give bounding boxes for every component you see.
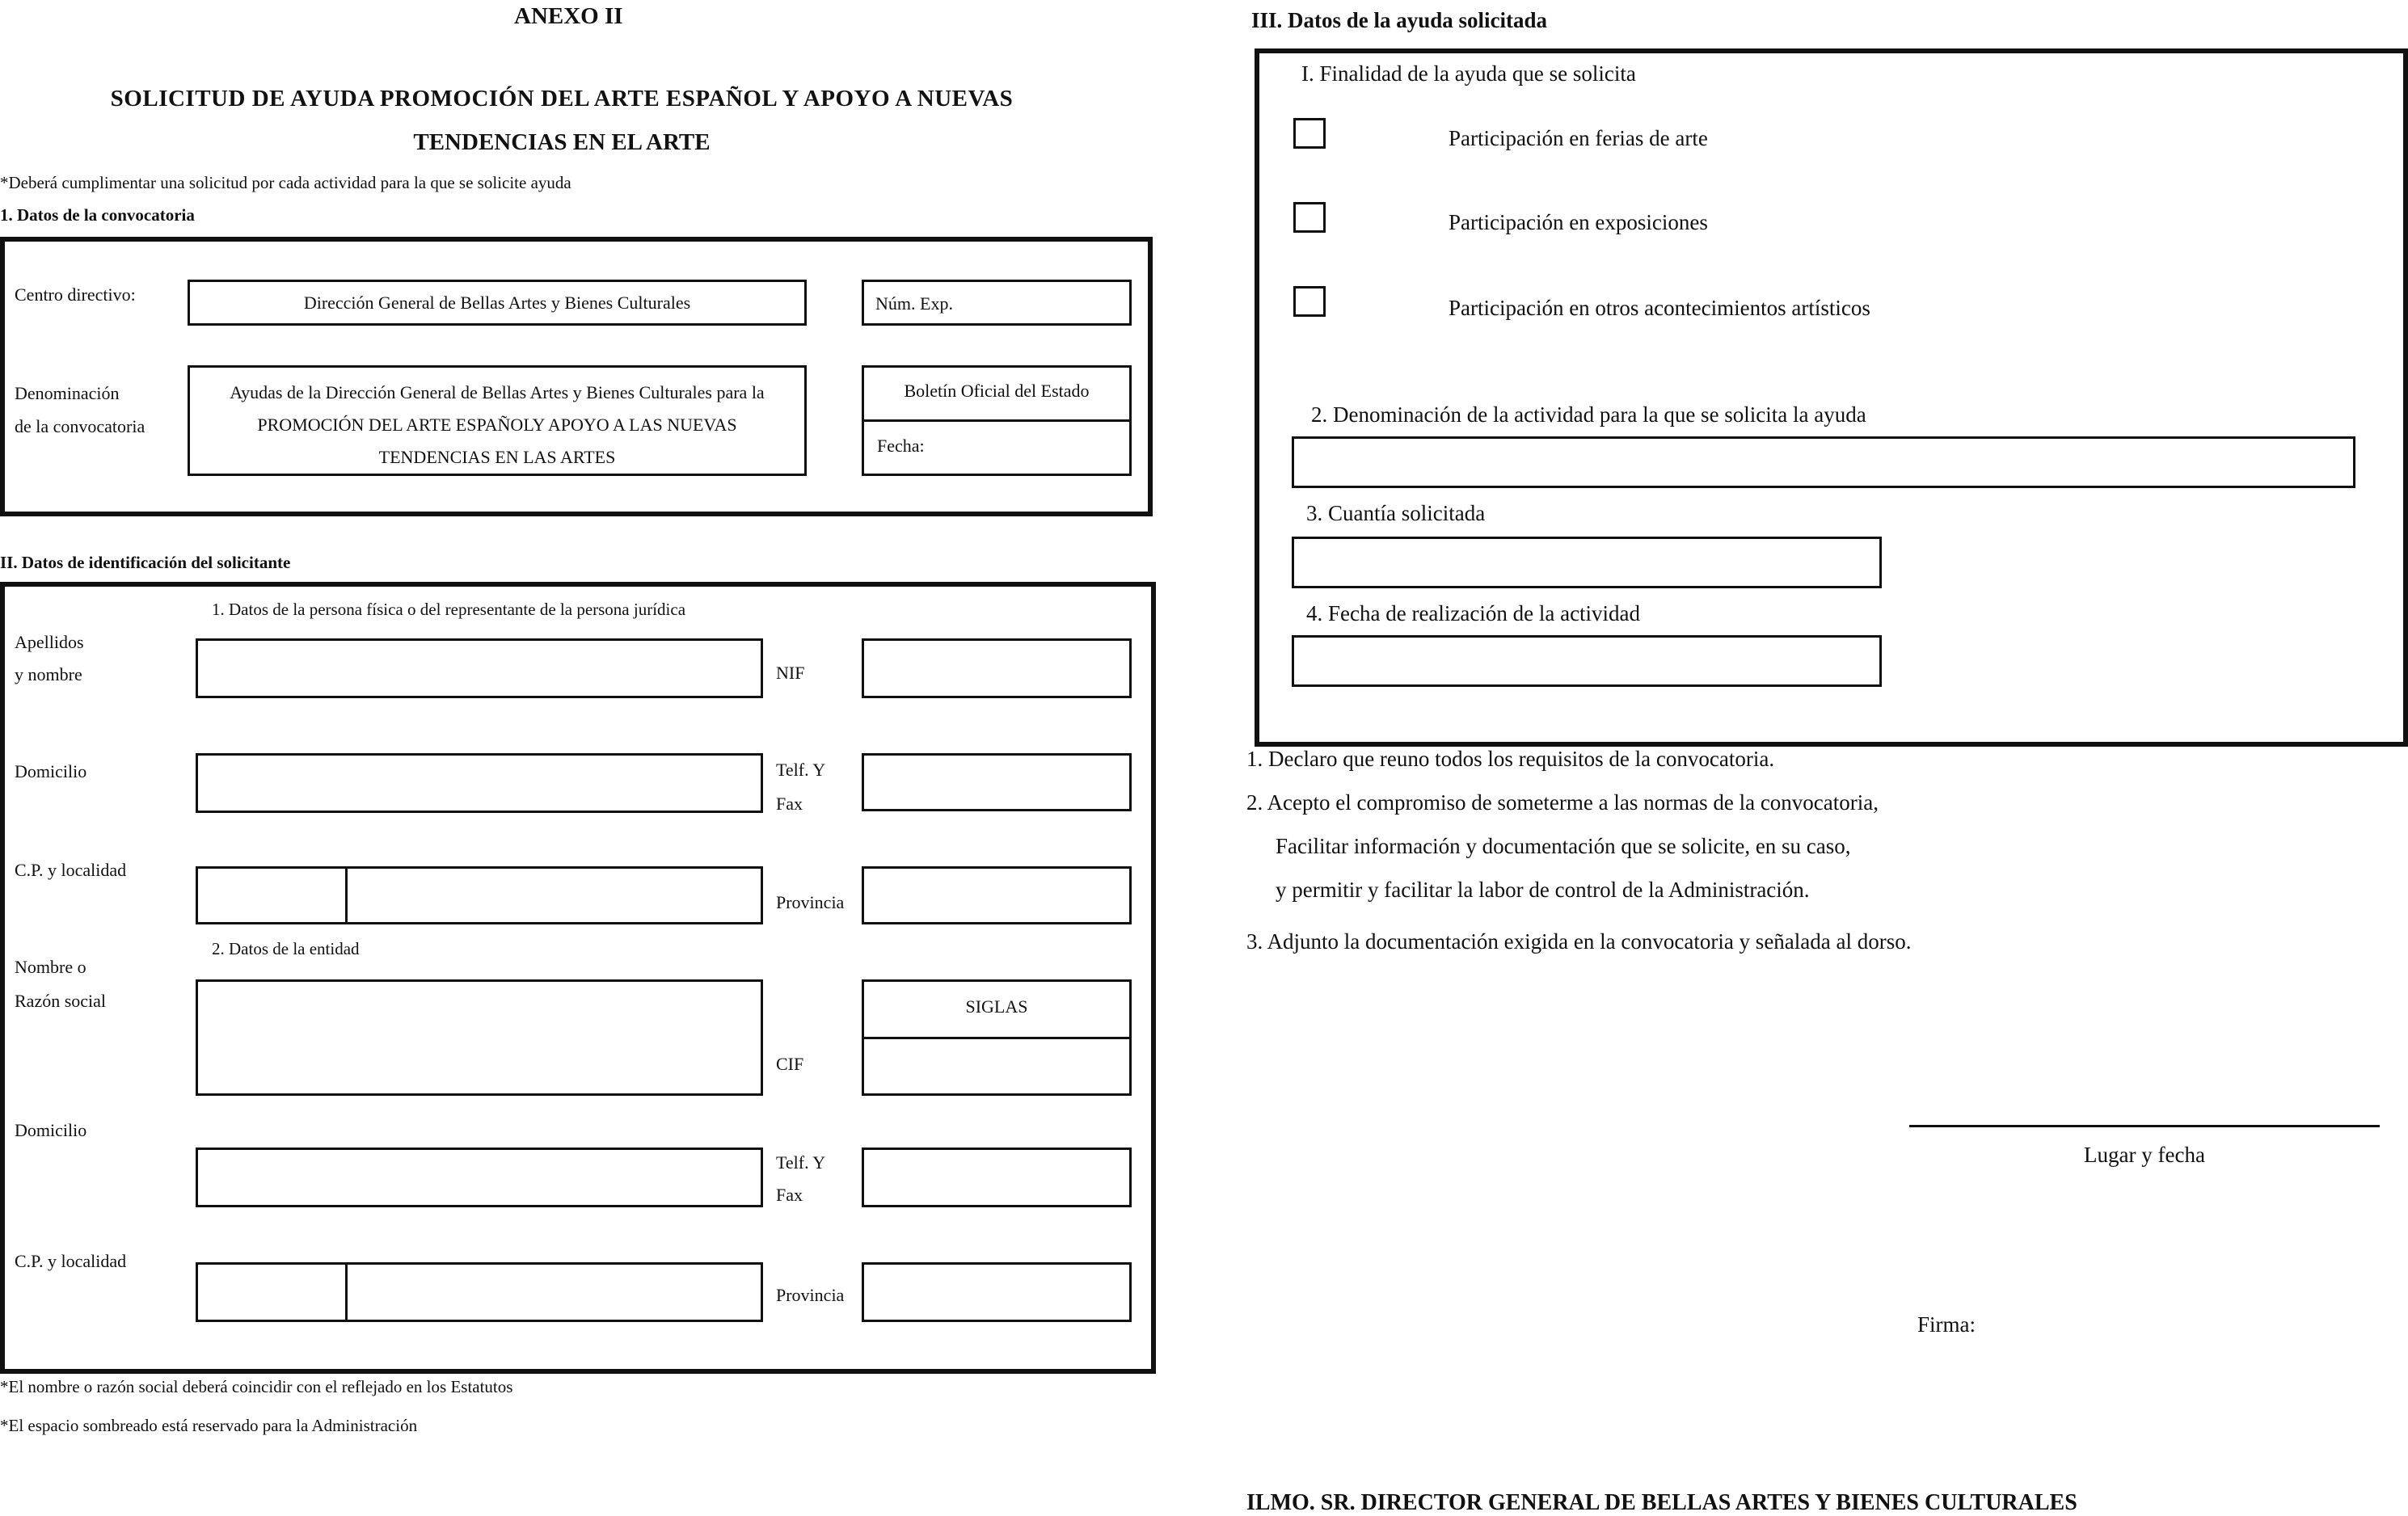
footnote-1: *El nombre o razón social deberá coincidir con el reflejado en los Estatutos [0,1377,513,1396]
razon-label-1: Nombre o [15,957,86,977]
denominacion-label-2: de la convocatoria [15,416,145,436]
centro-value: Dirección General de Bellas Artes y Bienes Culturales [303,293,691,313]
opt-exposiciones-label: Participación en exposiciones [1449,210,1708,234]
section1-heading: 1. Datos de la convocatoria [0,205,195,225]
domicilio-label: Domicilio [15,761,87,781]
declaration-1: 1. Declaro que reuno todos los requisitos de la convocatoria. [1246,747,1775,771]
denominacion-actividad-input[interactable] [1292,436,2355,488]
telf2-label: Telf. Y [776,1152,826,1173]
checkbox-exposiciones[interactable] [1293,202,1326,233]
domicilio-input[interactable] [196,753,763,813]
apellidos-input[interactable] [196,638,763,698]
cif-label: CIF [776,1054,804,1074]
boletin-label: Boletín Oficial del Estado [904,381,1090,401]
siglas-divider [864,1037,1129,1039]
fax-label: Fax [776,794,803,814]
addressee: ILMO. SR. DIRECTOR GENERAL DE BELLAS ARTES Y BIENES CULTURALES [1246,1490,2077,1515]
denominacion-label-1: Denominación [15,383,120,403]
telf-label: Telf. Y [776,760,826,780]
domicilio2-input[interactable] [196,1148,763,1207]
num-exp-field [862,280,1132,326]
centro-field[interactable] [188,280,807,326]
apellidos-label-1: Apellidos [15,632,84,652]
opt-ferias-label: Participación en ferias de arte [1449,126,1708,150]
lugar-fecha-line[interactable] [1909,1125,2380,1127]
provincia2-input[interactable] [862,1262,1132,1322]
boletin-divider [864,419,1129,422]
centro-label: Centro directivo: [15,284,136,305]
domicilio2-label: Domicilio [15,1120,87,1140]
telf2-fax2-input[interactable] [862,1148,1132,1207]
denominacion-value-3: TENDENCIAS EN LAS ARTES [378,447,616,467]
denominacion-value-1: Ayudas de la Dirección General de Bellas Artes y Bienes Culturales para la [230,382,765,402]
annex-title: ANEXO II [514,3,623,29]
declaration-2b: Facilitar información y documentación que se solicite, en su caso, [1276,834,1851,858]
localidad-input[interactable] [345,866,763,924]
nif-label: NIF [776,663,805,683]
q3-label: 3. Cuantía solicitada [1306,501,1486,525]
cp-input[interactable] [196,866,348,924]
instruction-note: *Deberá cumplimentar una solicitud por cada actividad para la que se solicite ayuda [0,173,571,192]
q4-label: 4. Fecha de realización de la actividad [1306,601,1641,625]
provincia-input[interactable] [862,866,1132,924]
denominacion-value-2: PROMOCIÓN DEL ARTE ESPAÑOLY APOYO A LAS NUEVAS [257,415,737,435]
provincia2-label: Provincia [776,1285,845,1305]
fecha-label: Fecha: [877,436,925,456]
declaration-2c: y permitir y facilitar la labor de control de la Administración. [1276,878,1810,902]
solicitante-box [0,582,1156,1374]
telf-fax-input[interactable] [862,753,1132,811]
section2-heading: II. Datos de identificación del solicitante [0,553,291,572]
razon-social-input[interactable] [196,979,763,1096]
cp2-label: C.P. y localidad [15,1251,127,1271]
cp2-input[interactable] [196,1262,348,1322]
razon-label-2: Razón social [15,991,107,1011]
section3-heading: III. Datos de la ayuda solicitada [1251,8,1548,32]
cp-label: C.P. y localidad [15,860,127,880]
checkbox-ferias[interactable] [1293,118,1326,149]
num-exp-label: Núm. Exp. [875,293,953,314]
provincia-label: Provincia [776,892,845,912]
siglas-cif-box[interactable] [862,979,1132,1096]
nif-input[interactable] [862,638,1132,698]
checkbox-otros[interactable] [1293,286,1326,317]
localidad2-input[interactable] [345,1262,763,1322]
boletin-box [862,365,1132,476]
q1-label: I. Finalidad de la ayuda que se solicita [1301,61,1636,86]
declaration-3: 3. Adjunto la documentación exigida en la convocatoria y señalada al dorso. [1246,929,1912,954]
fax2-label: Fax [776,1185,803,1205]
declaration-2a: 2. Acepto el compromiso de someterme a las normas de la convocatoria, [1246,790,1879,815]
cuantia-input[interactable] [1292,537,1882,588]
form-title-line1: SOLICITUD DE AYUDA PROMOCIÓN DEL ARTE ESPAÑOL Y APOYO A NUEVAS [110,86,1014,112]
apellidos-label-2: y nombre [15,664,82,684]
siglas-label: SIGLAS [965,996,1028,1017]
firma-label: Firma: [1917,1312,1976,1337]
q2-label: 2. Denominación de la actividad para la que se solicita la ayuda [1311,402,1866,427]
denominacion-field[interactable] [188,365,807,476]
form-title-line2: TENDENCIAS EN EL ARTE [413,129,711,155]
fecha-realizacion-input[interactable] [1292,635,1882,687]
sub2-heading: 2. Datos de la entidad [212,939,360,958]
sub1-heading: 1. Datos de la persona física o del representante de la persona jurídica [212,600,686,619]
footnote-2: *El espacio sombreado está reservado para la Administración [0,1416,418,1435]
opt-otros-label: Participación en otros acontecimientos artísticos [1449,296,1870,320]
lugar-fecha-label: Lugar y fecha [2084,1143,2205,1167]
